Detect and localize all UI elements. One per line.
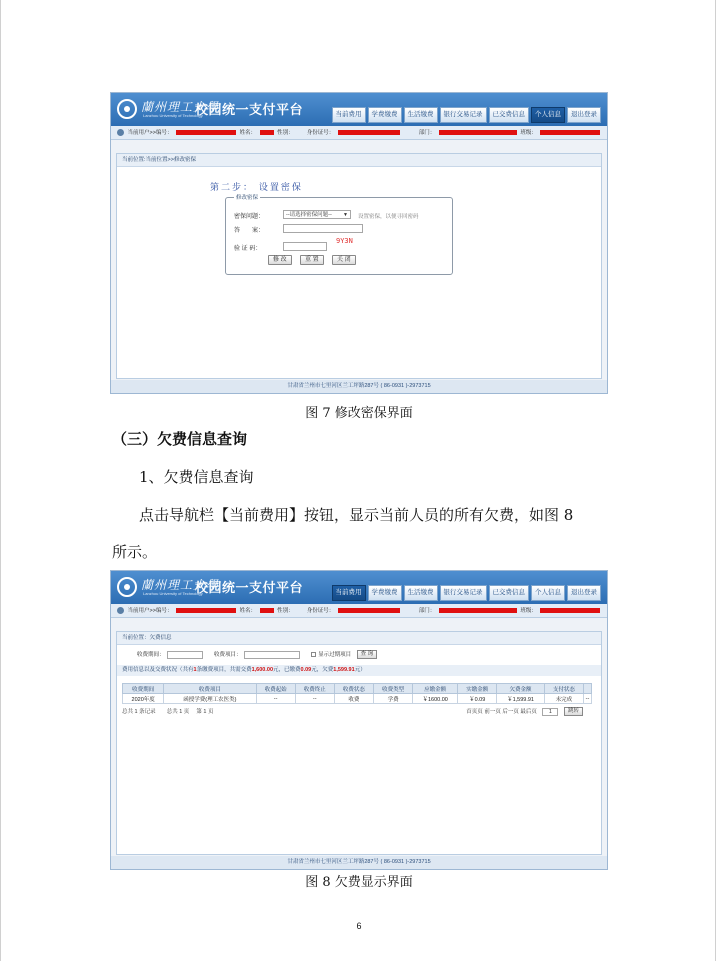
main-panel <box>116 153 602 379</box>
tab-logout[interactable]: 退出登录 <box>567 107 601 123</box>
page-number-input[interactable]: 1 <box>542 708 558 716</box>
user-number-label: 当前用户>>编号： <box>127 130 173 136</box>
footer-address: 甘肃省兰州市七里河区兰工坪路287号 ( 86-0931 )-2973715 <box>111 856 607 869</box>
captcha-input[interactable] <box>283 242 327 251</box>
prev-page-link[interactable]: 前一页 <box>484 709 501 715</box>
total-due: 1,600.00 <box>251 667 274 673</box>
user-gender-label: 性别： <box>277 608 294 614</box>
header-banner <box>111 571 607 604</box>
fees-table <box>122 683 592 704</box>
query-button[interactable]: 查 询 <box>357 650 378 659</box>
footer-address: 甘肃省兰州市七里河区兰工坪路287号 ( 86-0931 )-2973715 <box>111 380 607 393</box>
university-seal-icon <box>117 99 137 119</box>
tab-living[interactable]: 生活缴费 <box>404 585 438 601</box>
item-count: 1 <box>193 667 197 673</box>
tab-current-fees[interactable]: 当前费用 <box>332 107 366 123</box>
user-id-label: 身份证号： <box>306 608 335 614</box>
tab-personal-info[interactable]: 个人信息 <box>531 585 565 601</box>
user-class-label: 班级： <box>520 608 537 614</box>
redaction-bar <box>540 608 600 613</box>
show-expired-checkbox[interactable] <box>311 652 316 657</box>
university-logo-text: 蘭州理工大學 <box>141 100 220 114</box>
redaction-bar <box>338 608 400 613</box>
user-name-label: 姓名： <box>239 608 257 614</box>
user-icon <box>117 129 124 136</box>
col-status: 收费状态 <box>334 684 373 694</box>
col-start: 收费起始 <box>256 684 295 694</box>
tab-tuition[interactable]: 学费缴费 <box>368 585 402 601</box>
university-logo-en: Lanzhou University of Technology <box>143 113 203 118</box>
page-number: 6 <box>356 921 362 931</box>
tab-logout[interactable]: 退出登录 <box>567 585 601 601</box>
header-banner <box>111 93 607 126</box>
modify-button[interactable]: 修 改 <box>268 255 292 265</box>
user-dept-label: 部门： <box>418 130 436 136</box>
user-gender-label: 性别： <box>277 130 294 136</box>
tab-living[interactable]: 生活缴费 <box>404 107 438 123</box>
close-button[interactable]: 关 闭 <box>332 255 356 265</box>
answer-input[interactable] <box>283 224 363 233</box>
last-page-link[interactable]: 最后页 <box>520 709 537 715</box>
col-period: 收费期间 <box>123 684 164 694</box>
system-title: 校园统一支付平台 <box>195 102 304 117</box>
total-owed: 1,599.91 <box>333 667 355 673</box>
table-header-row <box>123 684 592 694</box>
captcha-image[interactable]: 9Y3N <box>336 237 353 245</box>
period-label: 收费期间： <box>137 652 165 658</box>
col-extra <box>583 684 591 694</box>
university-seal-icon <box>117 577 137 597</box>
user-dept-label: 部门： <box>418 608 436 614</box>
col-amount-owed: 欠费金额 <box>497 684 545 694</box>
captcha-label: 验 证 码： <box>234 246 262 252</box>
question-select[interactable]: --请选择密保问题-- ▼ <box>283 210 351 219</box>
redaction-bar <box>260 130 274 135</box>
filter-bar <box>137 650 377 659</box>
first-page-link[interactable]: 首页页 <box>466 709 483 715</box>
item-input[interactable] <box>244 651 300 659</box>
question-hint: 设置密保，以便寻回密码 <box>358 214 419 220</box>
user-info-bar <box>111 126 607 140</box>
question-label: 密保问题： <box>234 214 265 220</box>
nav-bar <box>332 107 602 123</box>
show-expired-label: 显示过期项目 <box>318 652 352 658</box>
item-label: 收费项目： <box>214 652 242 658</box>
redaction-bar <box>439 130 517 135</box>
answer-label: 答 案： <box>234 228 265 234</box>
nav-bar <box>332 585 602 601</box>
redaction-bar <box>439 608 517 613</box>
main-panel <box>116 631 602 855</box>
body-paragraph-continued: 所示。 <box>112 543 158 561</box>
next-page-link[interactable]: 后一页 <box>502 709 519 715</box>
redaction-bar <box>176 608 236 613</box>
pagination <box>122 707 583 715</box>
system-title: 校园统一支付平台 <box>195 580 304 595</box>
tab-bank-records[interactable]: 银行交易记录 <box>440 585 487 601</box>
tab-bank-records[interactable]: 银行交易记录 <box>440 107 487 123</box>
col-item: 收费项目 <box>164 684 256 694</box>
security-question-form <box>225 197 453 275</box>
form-legend: 修改密保 <box>236 195 259 201</box>
col-end: 收费终止 <box>295 684 334 694</box>
tab-paid-info[interactable]: 已交费信息 <box>489 585 530 601</box>
breadcrumb: 当前位置:当前位置>>修改密保 <box>117 154 601 167</box>
university-logo-text: 蘭州理工大學 <box>141 578 220 592</box>
redaction-bar <box>540 130 600 135</box>
user-info-bar <box>111 604 607 618</box>
user-icon <box>117 607 124 614</box>
table-row[interactable]: 2020年度 函授学费(理工农医类) -- -- 收费 学费 ￥1600.00 ￥0.09 ￥1,599.91 未完成 -- <box>123 694 592 704</box>
section-heading: （三）欠费信息查询 <box>112 430 248 448</box>
redaction-bar <box>260 608 274 613</box>
breadcrumb: 当前位置：欠费信息 <box>117 632 601 645</box>
reset-button[interactable]: 重 置 <box>300 255 324 265</box>
step-title: 第二步： 设置密保 <box>210 183 303 193</box>
tab-paid-info[interactable]: 已交费信息 <box>489 107 530 123</box>
total-paid: 0.09 <box>300 667 312 673</box>
col-amount-paid: 实缴金额 <box>458 684 497 694</box>
fee-summary: 费用信息以及交费状况（共有1条缴费项目，共需交费1,600.00元，已缴费0.09元，欠费1,599.91元） <box>117 665 601 676</box>
redaction-bar <box>176 130 236 135</box>
tab-personal-info[interactable]: 个人信息 <box>531 107 565 123</box>
current-page: 第 1 页 <box>196 709 214 715</box>
tab-current-fees[interactable]: 当前费用 <box>332 585 366 601</box>
body-paragraph: 点击导航栏【当前费用】按钮，显示当前人员的所有欠费，如图 8 <box>139 506 574 524</box>
go-button[interactable]: 跳转 <box>564 707 583 716</box>
figure7-caption: 图 7 修改密保界面 <box>305 406 413 421</box>
total-pages: 总共 1 页 <box>166 709 190 715</box>
figure7-screenshot <box>110 92 608 394</box>
col-type: 收费类型 <box>374 684 413 694</box>
figure8-screenshot <box>110 570 608 870</box>
redaction-bar <box>338 130 400 135</box>
col-amount-due: 应缴金额 <box>413 684 458 694</box>
user-number-label: 当前用户>>编号： <box>127 608 173 614</box>
subsection-heading: 1、欠费信息查询 <box>139 468 254 486</box>
tab-tuition[interactable]: 学费缴费 <box>368 107 402 123</box>
period-input[interactable] <box>167 651 203 659</box>
university-logo-en: Lanzhou University of Technology <box>143 591 203 596</box>
figure8-caption: 图 8 欠费显示界面 <box>305 875 413 890</box>
user-name-label: 姓名： <box>239 130 257 136</box>
total-records: 总共 1 条记录 <box>122 709 156 715</box>
user-id-label: 身份证号： <box>306 130 335 136</box>
user-class-label: 班级： <box>520 130 537 136</box>
col-pay-status: 支付状态 <box>544 684 583 694</box>
dropdown-arrow-icon: ▼ <box>343 212 348 218</box>
